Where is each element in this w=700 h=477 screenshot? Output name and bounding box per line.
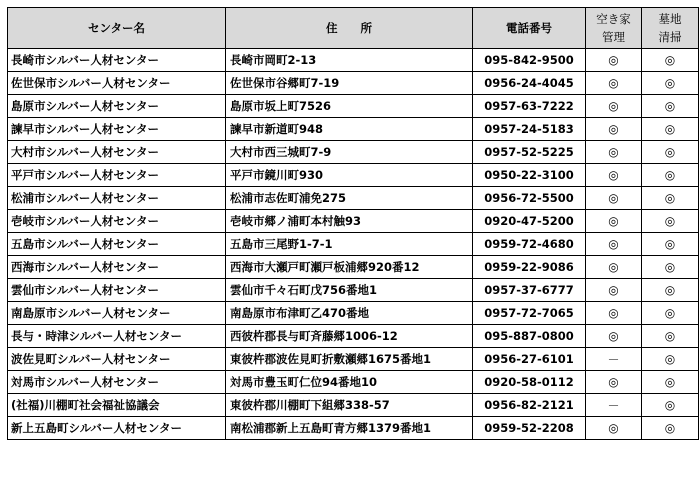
cell-vacant-house-management: ◎ bbox=[586, 210, 642, 233]
cell-center-name: 雲仙市シルバー人材センター bbox=[8, 279, 226, 302]
table-row bbox=[8, 417, 699, 440]
cell-grave-cleaning: ◎ bbox=[642, 348, 699, 371]
table-row bbox=[8, 72, 699, 95]
cell-address: 島原市坂上町7526 bbox=[226, 95, 473, 118]
cell-vacant-house-management: ◎ bbox=[586, 279, 642, 302]
cell-phone: 0950-22-3100 bbox=[473, 164, 586, 187]
table-row bbox=[8, 95, 699, 118]
cell-center-name: 長与・時津シルバー人材センター bbox=[8, 325, 226, 348]
cell-grave-cleaning: ◎ bbox=[642, 141, 699, 164]
cell-grave-cleaning: ◎ bbox=[642, 394, 699, 417]
cell-address: 南松浦郡新上五島町青方郷1379番地1 bbox=[226, 417, 473, 440]
cell-vacant-house-management: ◎ bbox=[586, 95, 642, 118]
header-vacant-house-management bbox=[586, 8, 642, 49]
cell-center-name: (社福)川棚町社会福祉協議会 bbox=[8, 394, 226, 417]
cell-address: 雲仙市千々石町戊756番地1 bbox=[226, 279, 473, 302]
table-row bbox=[8, 187, 699, 210]
cell-center-name: 西海市シルバー人材センター bbox=[8, 256, 226, 279]
cell-center-name: 松浦市シルバー人材センター bbox=[8, 187, 226, 210]
cell-vacant-house-management: ◎ bbox=[586, 141, 642, 164]
cell-vacant-house-management: － bbox=[586, 348, 642, 371]
cell-vacant-house-management: ◎ bbox=[586, 233, 642, 256]
table-body bbox=[8, 49, 699, 440]
header-phone: 電話番号 bbox=[473, 8, 586, 49]
cell-phone: 0956-24-4045 bbox=[473, 72, 586, 95]
cell-grave-cleaning: ◎ bbox=[642, 302, 699, 325]
cell-phone: 0920-58-0112 bbox=[473, 371, 586, 394]
cell-grave-cleaning: ◎ bbox=[642, 164, 699, 187]
cell-grave-cleaning: ◎ bbox=[642, 279, 699, 302]
cell-grave-cleaning: ◎ bbox=[642, 371, 699, 394]
header-center-name: センター名 bbox=[8, 8, 226, 49]
table-row bbox=[8, 118, 699, 141]
cell-phone: 0957-63-7222 bbox=[473, 95, 586, 118]
cell-address: 西彼杵郡長与町斉藤郷1006-12 bbox=[226, 325, 473, 348]
cell-phone: 0956-82-2121 bbox=[473, 394, 586, 417]
table-row bbox=[8, 394, 699, 417]
cell-grave-cleaning: ◎ bbox=[642, 95, 699, 118]
cell-address: 東彼杵郡川棚町下組郷338-57 bbox=[226, 394, 473, 417]
cell-vacant-house-management: ◎ bbox=[586, 417, 642, 440]
table-row bbox=[8, 302, 699, 325]
cell-phone: 095-887-0800 bbox=[473, 325, 586, 348]
cell-center-name: 壱岐市シルバー人材センター bbox=[8, 210, 226, 233]
header-grave-line1: 墓地 bbox=[658, 12, 682, 26]
cell-vacant-house-management: ◎ bbox=[586, 164, 642, 187]
cell-vacant-house-management: ◎ bbox=[586, 187, 642, 210]
table-row bbox=[8, 256, 699, 279]
cell-phone: 0957-37-6777 bbox=[473, 279, 586, 302]
cell-grave-cleaning: ◎ bbox=[642, 187, 699, 210]
cell-center-name: 対馬市シルバー人材センター bbox=[8, 371, 226, 394]
cell-phone: 0957-72-7065 bbox=[473, 302, 586, 325]
cell-phone: 0956-72-5500 bbox=[473, 187, 586, 210]
cell-vacant-house-management: ◎ bbox=[586, 49, 642, 72]
header-grave-cleaning bbox=[642, 8, 699, 49]
cell-grave-cleaning: ◎ bbox=[642, 417, 699, 440]
cell-address: 諫早市新道町948 bbox=[226, 118, 473, 141]
cell-vacant-house-management: ◎ bbox=[586, 302, 642, 325]
header-grave-line2: 清掃 bbox=[658, 30, 682, 44]
cell-center-name: 南島原市シルバー人材センター bbox=[8, 302, 226, 325]
cell-address: 壱岐市郷ノ浦町本村触93 bbox=[226, 210, 473, 233]
cell-phone: 0920-47-5200 bbox=[473, 210, 586, 233]
cell-grave-cleaning: ◎ bbox=[642, 210, 699, 233]
cell-address: 五島市三尾野1-7-1 bbox=[226, 233, 473, 256]
cell-address: 長崎市岡町2-13 bbox=[226, 49, 473, 72]
cell-phone: 0959-52-2208 bbox=[473, 417, 586, 440]
table-header-row bbox=[8, 8, 699, 49]
table-row bbox=[8, 141, 699, 164]
cell-center-name: 新上五島町シルバー人材センター bbox=[8, 417, 226, 440]
table-row bbox=[8, 49, 699, 72]
cell-center-name: 諫早市シルバー人材センター bbox=[8, 118, 226, 141]
cell-grave-cleaning: ◎ bbox=[642, 49, 699, 72]
cell-address: 平戸市鏡川町930 bbox=[226, 164, 473, 187]
cell-grave-cleaning: ◎ bbox=[642, 72, 699, 95]
table-row bbox=[8, 371, 699, 394]
cell-phone: 0957-24-5183 bbox=[473, 118, 586, 141]
cell-vacant-house-management: ◎ bbox=[586, 118, 642, 141]
cell-address: 佐世保市谷郷町7-19 bbox=[226, 72, 473, 95]
cell-address: 対馬市豊玉町仁位94番地10 bbox=[226, 371, 473, 394]
cell-grave-cleaning: ◎ bbox=[642, 233, 699, 256]
cell-vacant-house-management: ◎ bbox=[586, 325, 642, 348]
cell-center-name: 大村市シルバー人材センター bbox=[8, 141, 226, 164]
header-vacant-line2: 管理 bbox=[602, 30, 625, 44]
table-row bbox=[8, 210, 699, 233]
cell-grave-cleaning: ◎ bbox=[642, 325, 699, 348]
cell-phone: 0957-52-5225 bbox=[473, 141, 586, 164]
cell-vacant-house-management: ◎ bbox=[586, 256, 642, 279]
cell-center-name: 五島市シルバー人材センター bbox=[8, 233, 226, 256]
cell-address: 東彼杵郡波佐見町折敷瀬郷1675番地1 bbox=[226, 348, 473, 371]
cell-grave-cleaning: ◎ bbox=[642, 256, 699, 279]
cell-vacant-house-management: － bbox=[586, 394, 642, 417]
table-row bbox=[8, 348, 699, 371]
cell-center-name: 波佐見町シルバー人材センター bbox=[8, 348, 226, 371]
cell-vacant-house-management: ◎ bbox=[586, 371, 642, 394]
header-address: 住 所 bbox=[226, 8, 473, 49]
header-vacant-line1: 空き家 bbox=[596, 12, 631, 26]
cell-vacant-house-management: ◎ bbox=[586, 72, 642, 95]
cell-address: 南島原市布津町乙470番地 bbox=[226, 302, 473, 325]
cell-address: 大村市西三城町7-9 bbox=[226, 141, 473, 164]
cell-grave-cleaning: ◎ bbox=[642, 118, 699, 141]
cell-phone: 0956-27-6101 bbox=[473, 348, 586, 371]
cell-center-name: 平戸市シルバー人材センター bbox=[8, 164, 226, 187]
silver-center-table bbox=[7, 7, 699, 440]
cell-center-name: 佐世保市シルバー人材センター bbox=[8, 72, 226, 95]
cell-address: 松浦市志佐町浦免275 bbox=[226, 187, 473, 210]
table-row bbox=[8, 325, 699, 348]
cell-center-name: 島原市シルバー人材センター bbox=[8, 95, 226, 118]
cell-address: 西海市大瀬戸町瀬戸板浦郷920番12 bbox=[226, 256, 473, 279]
table-row bbox=[8, 164, 699, 187]
table-row bbox=[8, 279, 699, 302]
cell-center-name: 長崎市シルバー人材センター bbox=[8, 49, 226, 72]
cell-phone: 0959-22-9086 bbox=[473, 256, 586, 279]
cell-phone: 095-842-9500 bbox=[473, 49, 586, 72]
table-row bbox=[8, 233, 699, 256]
cell-phone: 0959-72-4680 bbox=[473, 233, 586, 256]
